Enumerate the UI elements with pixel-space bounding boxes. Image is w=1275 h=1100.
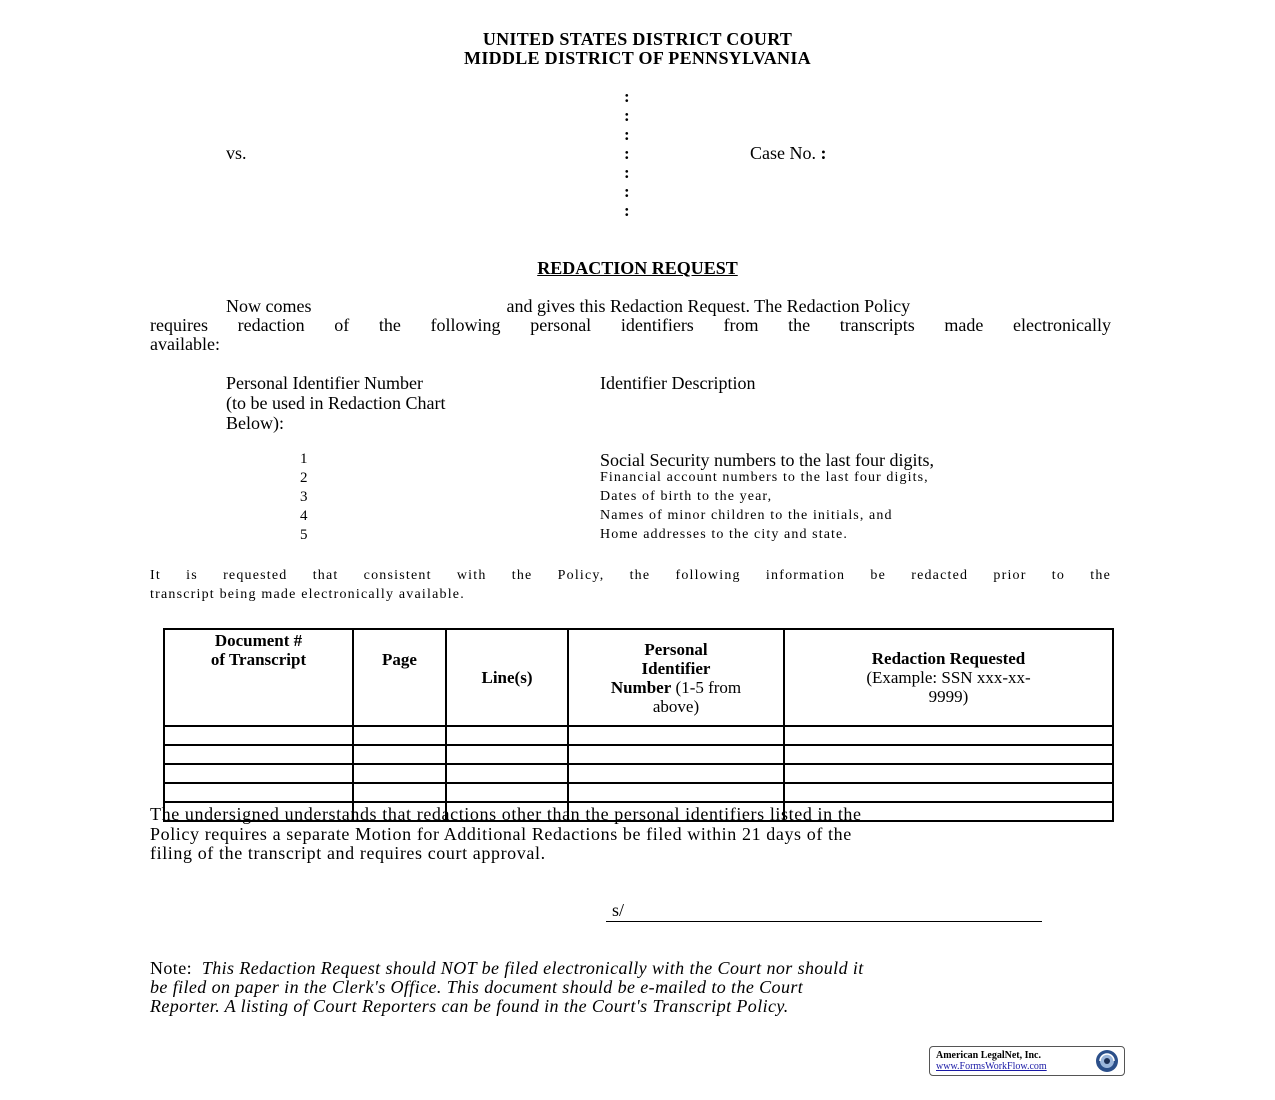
col-personal-identifier-range: (1-5 from xyxy=(671,677,742,697)
col-personal-identifier-line xyxy=(569,678,783,697)
table-cell[interactable] xyxy=(164,764,353,783)
table-cell[interactable] xyxy=(784,745,1113,764)
col-document-number-line: Document # xyxy=(214,631,303,650)
logo-website-link[interactable]: www.FormsWorkFlow.com xyxy=(936,1061,1047,1072)
caption-colon: : xyxy=(624,125,630,144)
note-line xyxy=(150,978,864,997)
caption-colon: : xyxy=(624,163,630,182)
closing-line: The undersigned understands that redactions other than the personal identifiers listed in the xyxy=(150,804,862,824)
closing-line: Policy requires a separate Motion for Additional Redactions be filed within 21 days of the xyxy=(150,823,852,844)
col-personal-identifier-line: Personal xyxy=(644,639,708,659)
col-document-number xyxy=(164,629,353,726)
identifier-description: Financial account numbers to the last four digits, xyxy=(600,470,929,485)
table-cell[interactable] xyxy=(446,783,568,802)
intro-now-comes: Now comes xyxy=(226,296,312,316)
note-text: Reporter. A listing of Court Reporters can be found in the Court's Transcript Policy. xyxy=(150,996,789,1016)
identifier-number: 5 xyxy=(300,527,308,543)
identifier-description: Dates of birth to the year, xyxy=(600,489,773,504)
versus-label: vs. xyxy=(226,143,247,163)
col-personal-identifier-line: Identifier xyxy=(641,658,711,678)
court-name: UNITED STATES DISTRICT COURT xyxy=(482,29,793,49)
note-label: Note: xyxy=(150,958,192,978)
table-cell[interactable] xyxy=(164,783,353,802)
globe-icon xyxy=(1088,1048,1122,1074)
table-cell[interactable] xyxy=(784,783,1113,802)
table-cell[interactable] xyxy=(446,745,568,764)
table-header-row xyxy=(164,629,1113,726)
note-line xyxy=(150,959,864,978)
intro-gives-request: and gives this Redaction Request. The Redaction Policy xyxy=(506,296,911,316)
intro-paragraph xyxy=(150,297,1111,354)
col-redaction-example: 9999) xyxy=(928,687,969,706)
identifier-description: Social Security numbers to the last four digits, xyxy=(600,450,934,470)
closing-line: filing of the transcript and requires court approval. xyxy=(150,843,546,863)
note-paragraph xyxy=(150,959,864,1016)
identifier-number-header-line: Personal Identifier Number xyxy=(226,373,423,393)
identifier-number-header-line: (to be used in Redaction Chart xyxy=(226,393,446,413)
table-cell[interactable] xyxy=(784,764,1113,783)
case-number-text: Case No. xyxy=(750,143,816,163)
table-row xyxy=(164,726,1113,745)
table-cell[interactable] xyxy=(446,726,568,745)
table-cell[interactable] xyxy=(353,745,446,764)
caption-colon: : xyxy=(624,182,630,201)
identifier-number: 4 xyxy=(300,508,308,524)
table-row xyxy=(164,783,1113,802)
col-redaction-example: (Example: SSN xxx-xx- xyxy=(866,668,1031,687)
caption-colon: : xyxy=(624,87,630,106)
table-cell[interactable] xyxy=(446,764,568,783)
table-cell[interactable] xyxy=(353,764,446,783)
note-text: This Redaction Request should NOT be filed electronically with the Court nor should it xyxy=(201,958,864,978)
col-lines: Line(s) xyxy=(446,629,568,726)
caption-colon: : xyxy=(624,106,630,125)
redaction-table xyxy=(163,628,1114,822)
col-personal-identifier-line: above) xyxy=(652,696,700,716)
table-cell[interactable] xyxy=(164,726,353,745)
table-cell[interactable] xyxy=(784,726,1113,745)
col-page: Page xyxy=(353,629,446,726)
note-line xyxy=(150,997,864,1016)
table-cell[interactable] xyxy=(353,783,446,802)
table-row xyxy=(164,764,1113,783)
closing-paragraph xyxy=(150,805,862,864)
caption-colon: : xyxy=(624,201,630,220)
identifier-description: Home addresses to the city and state. xyxy=(600,527,848,542)
identifier-number: 2 xyxy=(300,470,308,486)
col-document-number-line: of Transcript xyxy=(210,650,307,669)
identifier-number-header xyxy=(226,373,445,433)
identifier-description-header: Identifier Description xyxy=(600,373,756,393)
table-cell[interactable] xyxy=(164,745,353,764)
court-district: MIDDLE DISTRICT OF PENNSYLVANIA xyxy=(464,48,811,68)
table-cell[interactable] xyxy=(568,726,784,745)
col-personal-identifier-number: Number xyxy=(610,677,672,697)
american-legalnet-logo[interactable] xyxy=(929,1046,1125,1076)
table-cell[interactable] xyxy=(568,764,784,783)
identifier-number: 1 xyxy=(300,451,308,467)
table-row xyxy=(164,745,1113,764)
identifier-description: Names of minor children to the initials, and xyxy=(600,508,893,523)
signature-line[interactable]: s/ xyxy=(606,900,1042,922)
document-title: REDACTION REQUEST xyxy=(537,258,738,278)
table-cell[interactable] xyxy=(568,745,784,764)
intro-line xyxy=(150,297,1111,316)
intro-line: requires redaction of the following personal identifiers from the transcripts made electronically xyxy=(150,315,1111,335)
identifier-number-header-line: Below): xyxy=(226,413,284,433)
col-personal-identifier xyxy=(568,629,784,726)
case-number-label xyxy=(750,143,827,164)
note-text: be filed on paper in the Clerk's Office. This document should be e-mailed to the Court xyxy=(150,977,804,997)
table-cell[interactable] xyxy=(353,726,446,745)
request-paragraph xyxy=(150,566,1111,604)
identifier-number: 3 xyxy=(300,489,308,505)
request-line: transcript being made electronically available. xyxy=(150,587,465,602)
col-redaction-requested-line: Redaction Requested xyxy=(871,649,1026,668)
caption-colon: : xyxy=(624,144,630,163)
col-redaction-requested xyxy=(784,629,1113,726)
logo-company-name: American LegalNet, Inc. xyxy=(936,1050,1041,1061)
case-number-colon: : xyxy=(820,143,827,163)
request-line: It is requested that consistent with the Policy, the following information be redacted prior to the xyxy=(150,568,1111,583)
intro-line: available: xyxy=(150,334,220,354)
table-cell[interactable] xyxy=(568,783,784,802)
